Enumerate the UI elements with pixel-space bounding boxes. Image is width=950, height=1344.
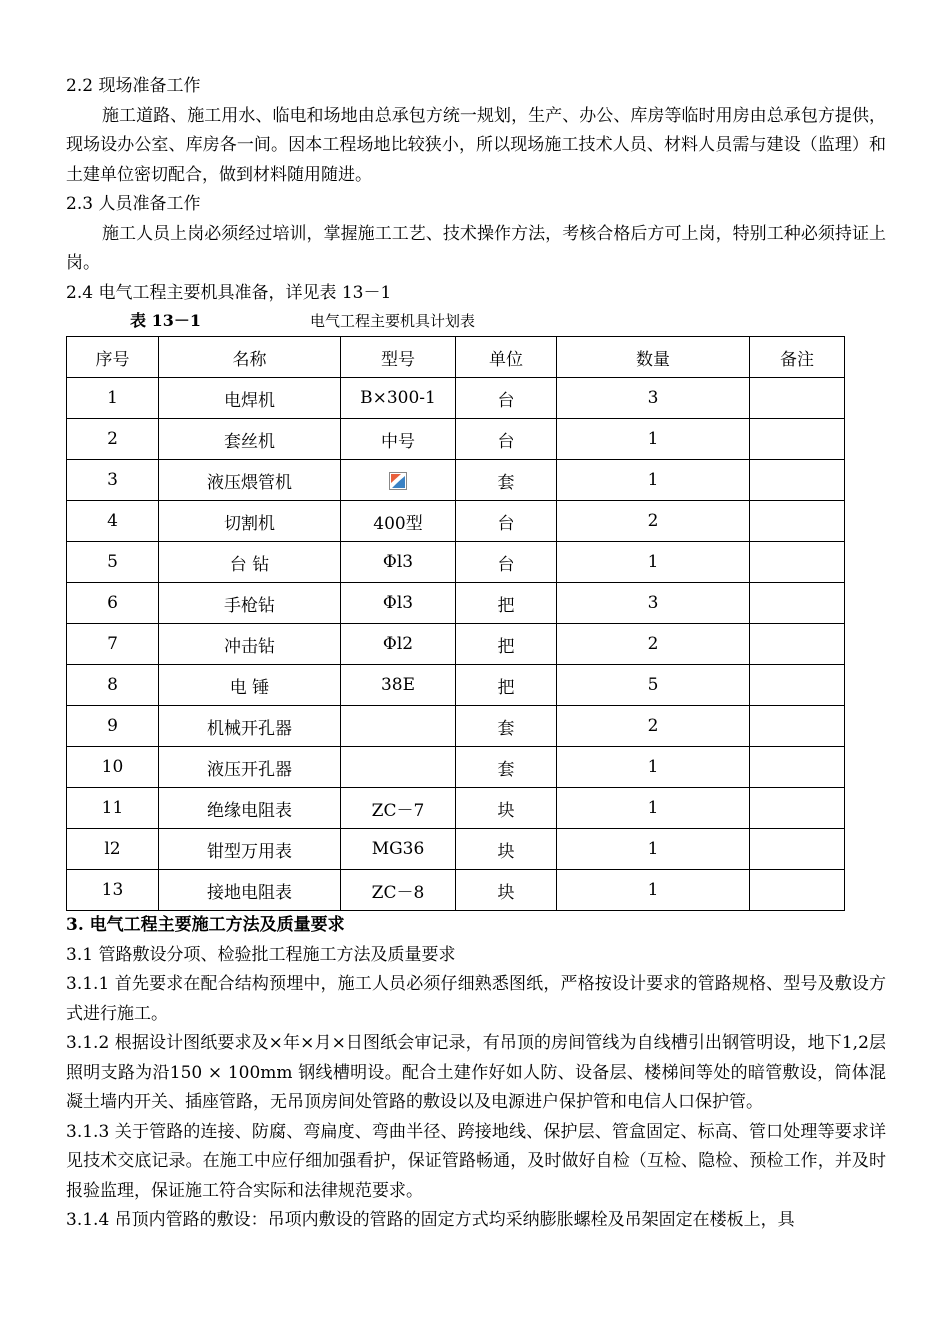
table-row <box>67 501 845 542</box>
name-cell: 液压煨管机 <box>159 460 341 501</box>
remark-cell <box>750 583 845 624</box>
table-row <box>67 665 845 706</box>
table-row <box>67 788 845 829</box>
table-row <box>67 460 845 501</box>
section-3-heading: 3. 电气工程主要施工方法及质量要求 <box>66 915 345 935</box>
quantity-cell: 1 <box>557 419 750 460</box>
model-cell: Φl3 <box>341 583 456 624</box>
unit-cell: 块 <box>456 788 557 829</box>
model-cell: 38E <box>341 665 456 706</box>
section-2-3-heading: 2.3 人员准备工作 <box>66 194 201 214</box>
name-cell: 手枪钻 <box>159 583 341 624</box>
name-cell: 接地电阻表 <box>159 870 341 911</box>
table-caption-title: 电气工程主要机具计划表 <box>310 312 476 330</box>
quantity-cell: 1 <box>557 747 750 788</box>
model-cell: ZC－8 <box>341 870 456 911</box>
header-cell: 数量 <box>557 337 750 378</box>
quantity-cell: 3 <box>557 378 750 419</box>
remark-cell <box>750 706 845 747</box>
index-cell: 1 <box>67 378 159 419</box>
name-cell: 台 钻 <box>159 542 341 583</box>
table-row <box>67 419 845 460</box>
index-cell: 4 <box>67 501 159 542</box>
quantity-cell: 1 <box>557 542 750 583</box>
unit-cell: 套 <box>456 747 557 788</box>
remark-cell <box>750 419 845 460</box>
quantity-cell: 1 <box>557 460 750 501</box>
paragraph-3-1-3: 3.1.3 关于管路的连接、防腐、弯扁度、弯曲半径、跨接地线、保护层、管盒固定、标高、管口处理等要求详见技术交底记录。在施工中应仔细加强看护，保证管路畅通，及时做好自检（互检、隐检、预检工作，并及时报验监理，保证施工符合实际和法律规范要求。 <box>66 1121 886 1201</box>
index-cell: 13 <box>67 870 159 911</box>
table-header-row <box>67 337 845 378</box>
index-cell: 2 <box>67 419 159 460</box>
quantity-cell: 2 <box>557 624 750 665</box>
name-cell: 冲击钻 <box>159 624 341 665</box>
model-cell: 中号 <box>341 419 456 460</box>
quantity-cell: 3 <box>557 583 750 624</box>
index-cell: 11 <box>67 788 159 829</box>
table-caption-id: 表 13－1 <box>130 311 201 330</box>
index-cell: l2 <box>67 829 159 870</box>
model-cell <box>341 706 456 747</box>
unit-cell: 台 <box>456 419 557 460</box>
unit-cell: 把 <box>456 624 557 665</box>
remark-cell <box>750 829 845 870</box>
remark-cell <box>750 460 845 501</box>
name-cell: 套丝机 <box>159 419 341 460</box>
unit-cell: 台 <box>456 542 557 583</box>
unit-cell: 台 <box>456 378 557 419</box>
unit-cell: 块 <box>456 829 557 870</box>
document-page <box>66 72 886 1236</box>
name-cell: 电焊机 <box>159 378 341 419</box>
remark-cell <box>750 624 845 665</box>
index-cell: 8 <box>67 665 159 706</box>
quantity-cell: 1 <box>557 829 750 870</box>
unit-cell: 把 <box>456 583 557 624</box>
name-cell: 机械开孔器 <box>159 706 341 747</box>
section-2-3-body: 施工人员上岗必须经过培训，掌握施工工艺、技术操作方法，考核合格后方可上岗，特别工种必须持证上岗。 <box>66 223 886 273</box>
remark-cell <box>750 747 845 788</box>
remark-cell <box>750 501 845 542</box>
equipment-table <box>66 336 845 911</box>
unit-cell: 把 <box>456 665 557 706</box>
section-2-4-heading: 2.4 电气工程主要机具准备，详见表 13－1 <box>66 282 392 303</box>
section-3-1-heading: 3.1 管路敷设分项、检验批工程施工方法及质量要求 <box>66 944 456 965</box>
model-cell: ZC－7 <box>341 788 456 829</box>
name-cell: 钳型万用表 <box>159 829 341 870</box>
unit-cell: 套 <box>456 460 557 501</box>
model-cell: 400型 <box>341 501 456 542</box>
unit-cell: 套 <box>456 706 557 747</box>
paragraph-3-1-1: 3.1.1 首先要求在配合结构预埋中，施工人员必须仔细熟悉图纸，严格按设计要求的管路规格、型号及敷设方式进行施工。 <box>66 974 886 1024</box>
quantity-cell: 2 <box>557 706 750 747</box>
quantity-cell: 2 <box>557 501 750 542</box>
model-cell: MG36 <box>341 829 456 870</box>
remark-cell <box>750 665 845 706</box>
paragraph-3-1-2: 3.1.2 根据设计图纸要求及×年×月×日图纸会审记录，有吊顶的房间管线为自线槽引出钢管明设，地下1,2层照明支路为沿150 × 100mm 钢线槽明设。配合土建作好如人防、设备层、楼梯间等处的暗管敷设，筒体混凝土墙内开关、插座管路，无吊顶房间处管路的敷设以及电源进户保护管和电信人口保护管。 <box>66 1033 886 1112</box>
header-cell: 序号 <box>67 337 159 378</box>
quantity-cell: 1 <box>557 788 750 829</box>
table-row <box>67 747 845 788</box>
header-cell: 名称 <box>159 337 341 378</box>
index-cell: 10 <box>67 747 159 788</box>
header-cell: 单位 <box>456 337 557 378</box>
model-cell <box>341 747 456 788</box>
model-cell: Φl2 <box>341 624 456 665</box>
model-cell: Φl3 <box>341 542 456 583</box>
index-cell: 5 <box>67 542 159 583</box>
quantity-cell: 5 <box>557 665 750 706</box>
remark-cell <box>750 870 845 911</box>
name-cell: 液压开孔器 <box>159 747 341 788</box>
name-cell: 切割机 <box>159 501 341 542</box>
index-cell: 9 <box>67 706 159 747</box>
section-2-2-heading: 2.2 现场准备工作 <box>66 76 201 96</box>
unit-cell: 块 <box>456 870 557 911</box>
table-row <box>67 624 845 665</box>
table-row <box>67 870 845 911</box>
table-row <box>67 378 845 419</box>
remark-cell <box>750 788 845 829</box>
broken-image-icon <box>389 472 407 490</box>
table-row <box>67 542 845 583</box>
index-cell: 7 <box>67 624 159 665</box>
paragraph-3-1-4: 3.1.4 吊顶内管路的敷设：吊项内敷设的管路的固定方式均采纳膨胀螺栓及吊架固定在楼板上，具 <box>66 1210 795 1230</box>
index-cell: 6 <box>67 583 159 624</box>
name-cell: 电 锤 <box>159 665 341 706</box>
index-cell: 3 <box>67 460 159 501</box>
table-caption <box>66 308 886 334</box>
remark-cell <box>750 378 845 419</box>
table-row <box>67 829 845 870</box>
header-cell: 备注 <box>750 337 845 378</box>
header-cell: 型号 <box>341 337 456 378</box>
table-row <box>67 583 845 624</box>
table-row <box>67 706 845 747</box>
section-2-2-body: 施工道路、施工用水、临电和场地由总承包方统一规划，生产、办公、库房等临时用房由总承包方提供，现场设办公室、库房各一间。因本工程场地比较狭小，所以现场施工技术人员、材料人员需与建设（监理）和土建单位密切配合，做到材料随用随进。 <box>66 105 886 185</box>
quantity-cell: 1 <box>557 870 750 911</box>
name-cell: 绝缘电阻表 <box>159 788 341 829</box>
model-cell <box>341 460 456 501</box>
unit-cell: 台 <box>456 501 557 542</box>
remark-cell <box>750 542 845 583</box>
model-cell: B×300-1 <box>341 378 456 419</box>
